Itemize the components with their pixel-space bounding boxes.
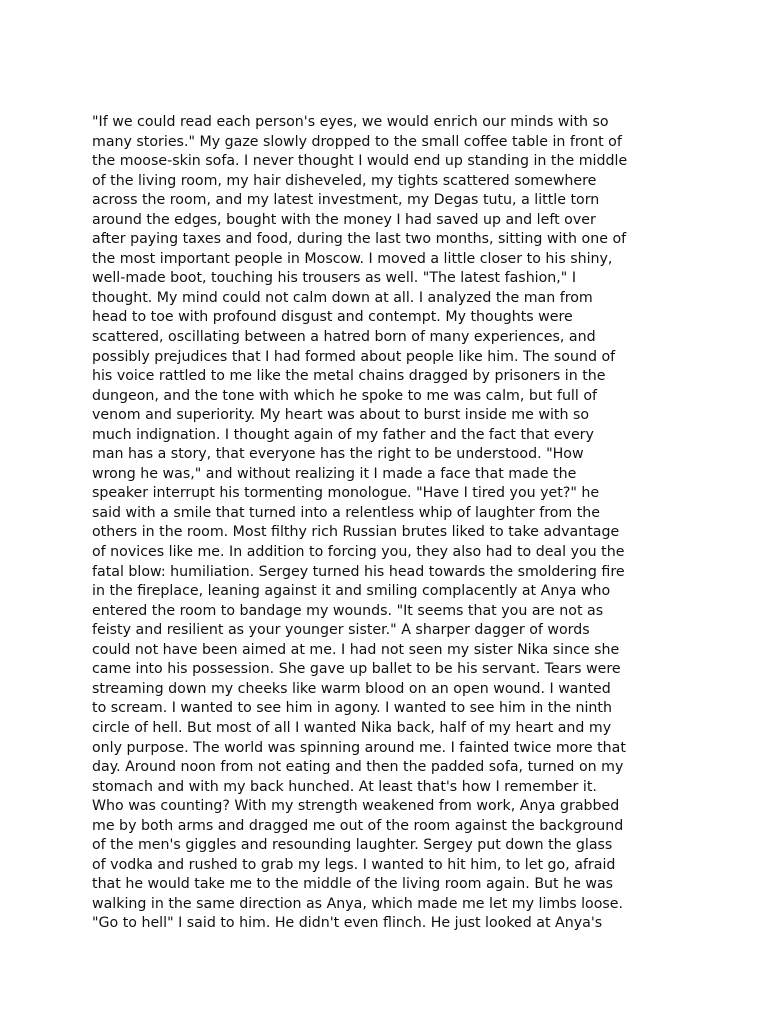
text-line: around the edges, bought with the money I had saved up and left over — [92, 211, 596, 228]
text-line: across the room, and my latest investment, my Degas tutu, a little torn — [92, 192, 600, 209]
text-line: head to toe with profound disgust and contempt. My thoughts were — [92, 309, 573, 326]
text-line: walking in the same direction as Anya, which made me let my limbs loose. — [92, 895, 624, 912]
text-line: me by both arms and dragged me out of the room against the background — [92, 817, 624, 834]
text-line: wrong he was," and without realizing it I made a face that made the — [92, 465, 577, 482]
text-line: entered the room to bandage my wounds. "It seems that you are not as — [92, 602, 604, 619]
text-line: only purpose. The world was spinning around me. I fainted twice more that — [92, 739, 626, 756]
text-line: said with a smile that turned into a relentless whip of laughter from the — [92, 504, 601, 521]
text-line: well-made boot, touching his trousers as well. "The latest fashion," I — [92, 270, 577, 287]
text-line: speaker interrupt his tormenting monologue. "Have I tired you yet?" he — [92, 485, 600, 502]
text-line: thought. My mind could not calm down at all. I analyzed the man from — [92, 289, 593, 306]
text-line: after paying taxes and food, during the last two months, sitting with one of — [92, 231, 627, 248]
text-line: venom and superiority. My heart was about to burst inside me with so — [92, 407, 590, 424]
text-line: could not have been aimed at me. I had not seen my sister Nika since she — [92, 641, 620, 658]
text-line: dungeon, and the tone with which he spoke to me was calm, but full of — [92, 387, 597, 404]
text-line: Who was counting? With my strength weakened from work, Anya grabbed — [92, 798, 620, 815]
text-line: much indignation. I thought again of my father and the fact that every — [92, 426, 594, 443]
text-line: of the men's giggles and resounding laughter. Sergey put down the glass — [92, 837, 613, 854]
text-line: circle of hell. But most of all I wanted Nika back, half of my heart and my — [92, 719, 612, 736]
text-line: in the fireplace, leaning against it and smiling complacently at Anya who — [92, 583, 611, 600]
text-line: man has a story, that everyone has the right to be understood. "How — [92, 446, 584, 463]
text-line: day. Around noon from not eating and then the padded sofa, turned on my — [92, 759, 624, 776]
text-line: of vodka and rushed to grab my legs. I wanted to hit him, to let go, afraid — [92, 856, 616, 873]
text-line: others in the room. Most filthy rich Russian brutes liked to take advantage — [92, 524, 620, 541]
text-line: his voice rattled to me like the metal chains dragged by prisoners in the — [92, 368, 606, 385]
text-line: scattered, oscillating between a hatred born of many experiences, and — [92, 329, 596, 346]
text-line: stomach and with my back hunched. At least that's how I remember it. — [92, 778, 597, 795]
text-line: fatal blow: humiliation. Sergey turned his head towards the smoldering fire — [92, 563, 625, 580]
text-line: came into his possession. She gave up ballet to be his servant. Tears were — [92, 661, 621, 678]
text-line: that he would take me to the middle of the living room again. But he was — [92, 876, 614, 893]
text-line: of novices like me. In addition to forcing you, they also had to deal you the — [92, 544, 625, 561]
text-line: many stories." My gaze slowly dropped to the small coffee table in front of — [92, 133, 622, 150]
text-line: the moose-skin sofa. I never thought I would end up standing in the middle — [92, 153, 628, 170]
body-text — [92, 113, 712, 934]
text-line: "Go to hell" I said to him. He didn't even flinch. He just looked at Anya's — [92, 915, 603, 932]
text-line: the most important people in Moscow. I moved a little closer to his shiny, — [92, 250, 613, 267]
text-line: streaming down my cheeks like warm blood on an open wound. I wanted — [92, 680, 611, 697]
text-line: to scream. I wanted to see him in agony. I wanted to see him in the ninth — [92, 700, 612, 717]
text-line: feisty and resilient as your younger sister." A sharper dagger of words — [92, 622, 590, 639]
text-line: of the living room, my hair disheveled, my tights scattered somewhere — [92, 172, 597, 189]
text-line: possibly prejudices that I had formed about people like him. The sound of — [92, 348, 616, 365]
text-line: "If we could read each person's eyes, we would enrich our minds with so — [92, 114, 609, 130]
